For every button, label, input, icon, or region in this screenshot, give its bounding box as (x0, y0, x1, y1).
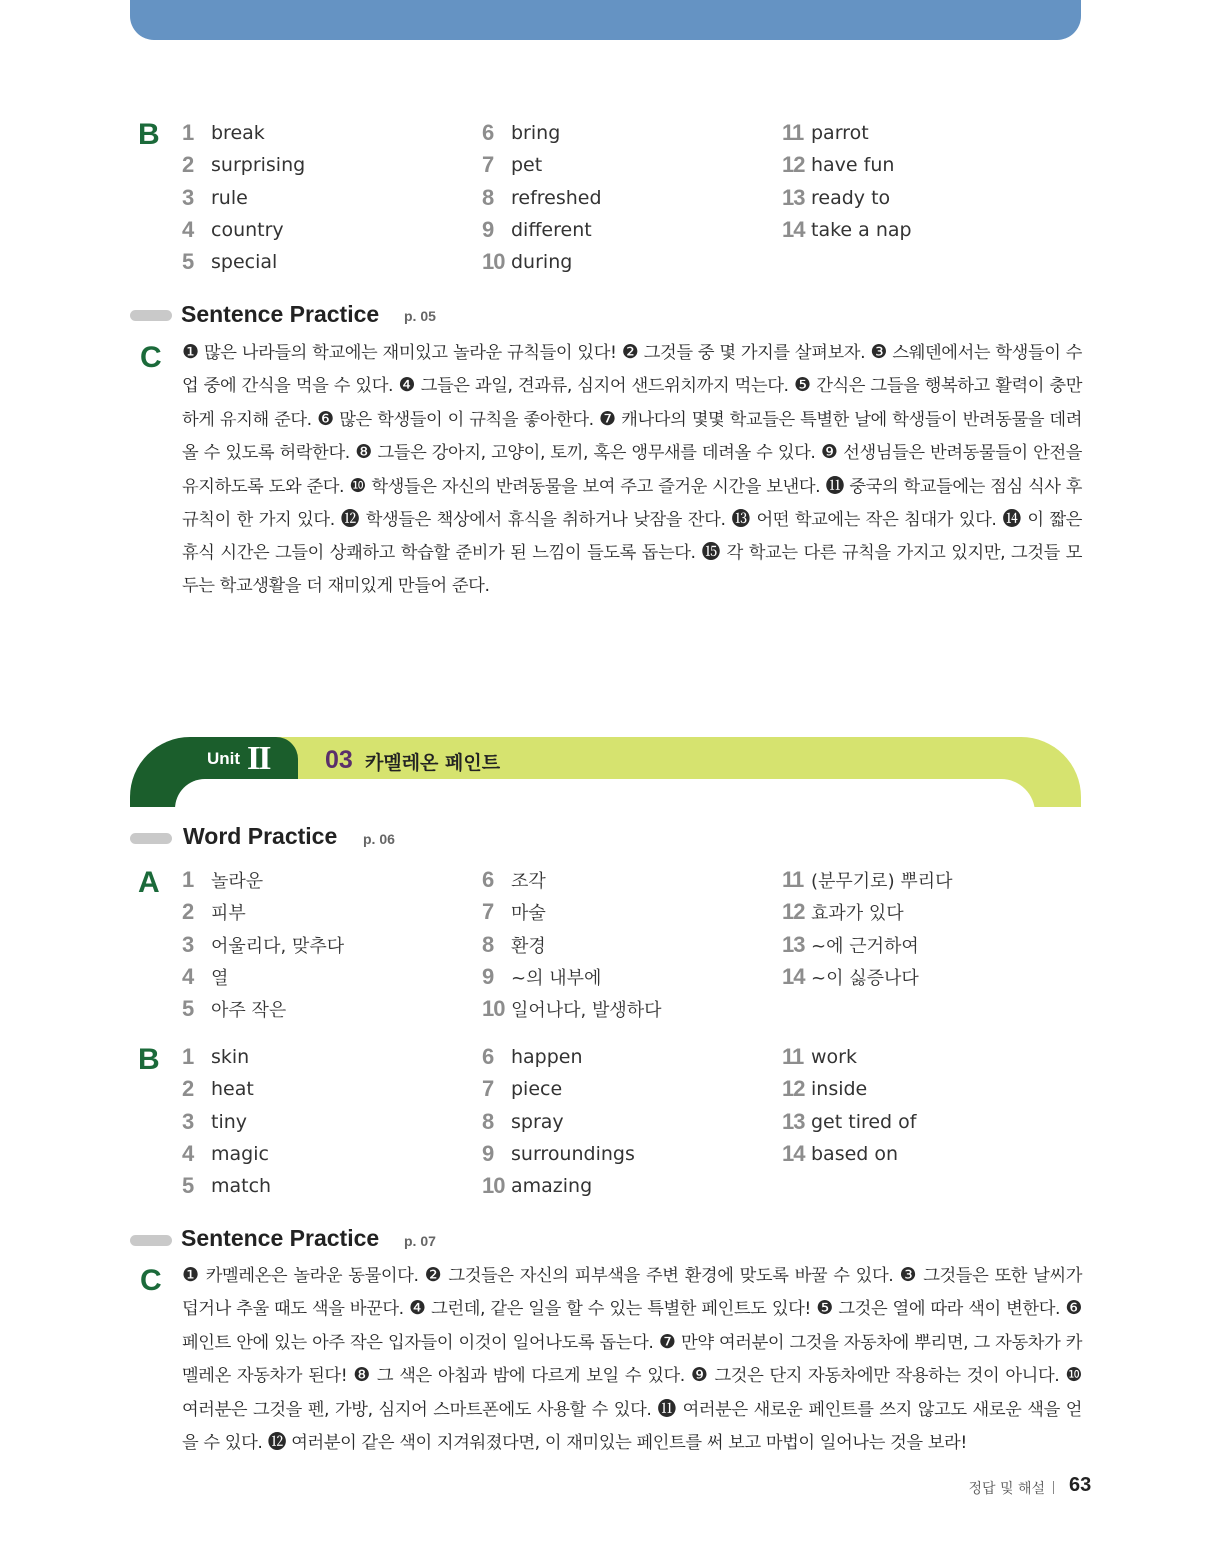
item-number: 6 (482, 867, 495, 893)
item-number: 1 (182, 867, 195, 893)
translation-paragraph (182, 1259, 1082, 1459)
item-word: refreshed (511, 186, 602, 209)
item-number: 6 (482, 1044, 495, 1070)
heading-pill (130, 310, 172, 321)
sentence-text: 스웨덴에서는 학생들이 수업 중에 간식을 먹을 수 있다. (182, 343, 1083, 397)
item-number: 2 (182, 152, 195, 178)
word-item (182, 1106, 271, 1138)
sentence-number-marker: ⓫ (825, 474, 845, 497)
word-item (782, 149, 912, 181)
sentence-text: 여러분은 그것을 펜, 가방, 심지어 스마트폰에도 사용할 수 있다. (182, 1399, 652, 1420)
item-word: work (811, 1046, 857, 1069)
item-word: happen (511, 1046, 583, 1069)
top-banner (130, 0, 1081, 40)
sentence-text: 만약 여러분이 그것을 자동차에 뿌리면, 그 자동차가 카멜레온 자동차가 된다! (182, 1332, 1082, 1387)
sentence-text: 각 학교는 다른 규칙을 가지고 있지만, 그것들 모두는 학교생활을 더 재미있게 만들어 준다. (182, 543, 1083, 596)
item-word: 열 (211, 968, 229, 990)
item-number: 7 (482, 899, 495, 925)
item-word: take a nap (811, 219, 912, 242)
word-item (182, 929, 344, 961)
item-word: 조각 (511, 871, 546, 893)
item-number: 9 (482, 217, 495, 243)
item-word: surprising (211, 154, 306, 177)
word-item (782, 1041, 916, 1073)
word-item (782, 961, 952, 993)
word-item (782, 864, 952, 896)
sentence-practice-heading: Sentence Practice (181, 1225, 380, 1251)
item-number: 11 (782, 1044, 804, 1070)
heading-pill (130, 1235, 172, 1246)
sentence-text: 어떤 학교에는 작은 침대가 있다. (756, 510, 997, 531)
item-word: ~에 근거하여 (811, 935, 919, 957)
item-number: 8 (482, 1108, 495, 1134)
sentence-number-marker: ❸ (870, 341, 888, 363)
sentence-number-marker: ❹ (398, 374, 416, 397)
sentence-number-marker: ❶ (182, 1264, 200, 1286)
sentence-number-marker: ❾ (690, 1364, 709, 1387)
sentence-number-marker: ⓮ (1002, 508, 1022, 531)
item-word: surroundings (511, 1143, 635, 1166)
item-number: 5 (182, 996, 195, 1022)
unit-label: Unit (207, 749, 241, 768)
word-item (482, 149, 602, 181)
word-item (182, 864, 344, 896)
word-practice-heading: Word Practice (183, 823, 338, 849)
item-number: 11 (782, 867, 804, 893)
sentence-number-marker: ❺ (816, 1297, 834, 1320)
word-item (182, 1041, 271, 1073)
sentence-text: 그들은 과일, 견과류, 심지어 샌드위치까지 먹는다. (420, 376, 789, 397)
word-item (782, 1106, 916, 1138)
item-word: tiny (211, 1110, 248, 1133)
item-number: 9 (482, 964, 495, 990)
sentence-text: 캐나다의 몇몇 학교들은 특별한 날에 학생들이 반려동물을 데려올 수 있도록 허락한다. (182, 409, 1083, 464)
lesson-title: 카멜레온 페인트 (365, 752, 501, 774)
word-item (182, 149, 305, 181)
word-column (182, 117, 305, 278)
item-word: based on (811, 1143, 899, 1166)
word-column (782, 117, 912, 246)
sentence-number-marker: ❷ (424, 1264, 443, 1286)
word-column (182, 864, 344, 1025)
sentence-number-marker: ❼ (658, 1330, 676, 1353)
word-item (482, 246, 602, 278)
sentence-text: 페인트 안에 있는 아주 작은 입자들이 이것이 일어나도록 돕는다. (182, 1332, 654, 1353)
item-word: bring (511, 122, 561, 145)
item-number: 8 (482, 931, 495, 957)
word-item (782, 1073, 916, 1105)
item-word: parrot (811, 122, 869, 145)
word-column (482, 864, 662, 1025)
word-item (482, 961, 662, 993)
sentence-number-marker: ⓫ (657, 1397, 677, 1420)
section-letter-b: B (138, 1043, 160, 1076)
item-number: 12 (782, 152, 805, 178)
item-word: 환경 (511, 935, 546, 957)
item-word: match (211, 1175, 272, 1198)
sentence-text: 그 색은 아침과 밤에 다르게 보일 수 있다. (376, 1366, 685, 1387)
word-item (482, 214, 602, 246)
item-word: 효과가 있다 (811, 903, 904, 925)
item-word: during (511, 251, 573, 274)
sentence-number-marker: ❼ (599, 407, 616, 430)
sentence-text: 그것들 중 몇 가지를 살펴보자. (643, 343, 866, 363)
item-number: 2 (182, 1076, 195, 1102)
item-number: 5 (182, 249, 195, 275)
item-word: 피부 (211, 903, 246, 925)
sentence-number-marker: ❿ (349, 474, 367, 497)
lesson-number: 03 (325, 746, 353, 774)
item-number: 4 (182, 217, 195, 243)
item-number: 11 (782, 120, 804, 146)
item-number: 2 (182, 899, 195, 925)
item-number: 8 (482, 184, 495, 210)
item-word: break (211, 122, 265, 145)
item-number: 4 (182, 964, 195, 990)
sentence-number-marker: ❶ (182, 341, 199, 363)
word-item (482, 182, 602, 214)
word-item (182, 1073, 271, 1105)
item-number: 7 (482, 152, 495, 178)
item-number: 13 (782, 931, 805, 957)
sentence-text: 많은 나라들의 학교에는 재미있고 놀라운 규칙들이 있다! (203, 343, 617, 363)
sentence-text: 여러분은 새로운 페인트를 쓰지 않고도 새로운 색을 얻을 수 있다. (182, 1399, 1083, 1454)
item-number: 3 (182, 1108, 195, 1134)
item-word: heat (211, 1078, 254, 1101)
item-number: 14 (782, 217, 805, 243)
item-word: have fun (811, 154, 895, 177)
word-item (782, 1138, 916, 1170)
word-item (482, 1138, 635, 1170)
item-word: ~이 싫증나다 (811, 968, 919, 990)
sentence-number-marker: ❽ (355, 441, 373, 464)
word-item (482, 929, 662, 961)
item-word: pet (511, 154, 543, 177)
word-item (182, 117, 305, 149)
word-column (782, 1041, 916, 1170)
sentence-text: 그것들은 또한 날씨가 덥거나 추울 때도 색을 바꾼다. (182, 1266, 1083, 1320)
word-item (482, 1106, 635, 1138)
page-reference: p. 07 (404, 1233, 436, 1249)
word-item (482, 1073, 635, 1105)
sentence-number-marker: ❹ (409, 1297, 426, 1320)
word-item (782, 896, 952, 928)
sentence-number-marker: ❺ (793, 374, 811, 397)
item-word: special (211, 251, 278, 274)
item-number: 5 (182, 1173, 195, 1199)
heading-pill (130, 833, 172, 844)
item-number: 13 (782, 184, 805, 210)
item-word: piece (511, 1078, 563, 1101)
section-letter-c: C (140, 341, 162, 374)
sentence-number-marker: ⓯ (701, 541, 721, 564)
item-number: 10 (482, 249, 505, 275)
sentence-text: 그들은 강아지, 고양이, 토끼, 혹은 앵무새를 데려올 수 있다. (377, 443, 816, 464)
word-item (182, 1138, 271, 1170)
item-word: skin (211, 1046, 250, 1069)
word-column (482, 1041, 635, 1202)
word-item (182, 993, 344, 1025)
sentence-number-marker: ❻ (1065, 1297, 1083, 1320)
word-item (782, 182, 912, 214)
sentence-text: 이 짧은 휴식 시간은 그들이 상쾌하고 학습할 준비가 된 느낌이 들도록 돕는다. (182, 510, 1083, 564)
item-word: country (211, 219, 284, 242)
item-word: different (511, 219, 592, 242)
sentence-text: 많은 학생들이 이 규칙을 좋아한다. (339, 409, 594, 430)
sentence-number-marker: ⓬ (267, 1431, 287, 1454)
word-item (182, 961, 344, 993)
word-item (182, 896, 344, 928)
section-letter-c: C (140, 1264, 162, 1297)
sentence-text: 학생들은 자신의 반려동물을 보여 주고 즐거운 시간을 보낸다. (371, 476, 821, 497)
translation-paragraph (182, 336, 1082, 602)
page-number: 63 (1069, 1474, 1092, 1496)
word-item (782, 214, 912, 246)
word-column (782, 864, 952, 993)
word-item (182, 214, 305, 246)
sentence-text: 그것은 단지 자동차에만 작용하는 것이 아니다. (714, 1366, 1060, 1387)
section-letter-b: B (138, 118, 160, 151)
sentence-text: 그것은 열에 따라 색이 변한다. (838, 1299, 1061, 1320)
item-number: 7 (482, 1076, 495, 1102)
item-word: 마술 (511, 903, 546, 925)
item-number: 3 (182, 184, 195, 210)
sentence-number-marker: ❻ (317, 407, 334, 430)
word-item (482, 864, 662, 896)
item-number: 10 (482, 996, 505, 1022)
word-item (782, 929, 952, 961)
sentence-text: 그것들은 자신의 피부색을 주변 환경에 맞도록 바꿀 수 있다. (448, 1266, 894, 1286)
item-word: ~의 내부에 (511, 968, 602, 990)
item-number: 13 (782, 1108, 805, 1134)
word-item (482, 1170, 635, 1202)
sentence-number-marker: ❾ (820, 441, 838, 464)
word-item (182, 246, 305, 278)
item-number: 12 (782, 1076, 805, 1102)
item-number: 6 (482, 120, 495, 146)
sentence-number-marker: ⓬ (340, 508, 360, 531)
sentence-number-marker: ❿ (1065, 1364, 1083, 1387)
sentence-text: 간식은 그들을 행복하고 활력이 충만하게 유지해 준다. (182, 376, 1083, 430)
unit-banner (130, 737, 1081, 807)
word-item (482, 993, 662, 1025)
word-item (182, 1170, 271, 1202)
item-number: 3 (182, 931, 195, 957)
footer-divider (1053, 1481, 1054, 1494)
sentence-text: 중국의 학교들에는 점심 식사 후 규칙이 한 가지 있다. (182, 476, 1083, 531)
item-word: magic (211, 1143, 269, 1166)
word-column (482, 117, 602, 278)
sentence-number-marker: ❽ (353, 1364, 371, 1387)
unit-badge-curve (175, 779, 315, 819)
sentence-number-marker: ⓭ (731, 508, 751, 531)
word-item (182, 182, 305, 214)
page-reference: p. 06 (363, 831, 395, 847)
unit-numeral: II (247, 740, 270, 777)
item-word: get tired of (811, 1110, 917, 1133)
footer-label: 정답 및 해설 (968, 1481, 1045, 1497)
sentence-text: 학생들은 책상에서 휴식을 취하거나 낮잠을 잔다. (365, 510, 726, 531)
item-number: 12 (782, 899, 805, 925)
word-column (182, 1041, 271, 1202)
word-item (482, 896, 662, 928)
item-number: 9 (482, 1141, 495, 1167)
sentence-text: 선생님들은 반려동물들이 안전을 유지하도록 도와 준다. (182, 443, 1083, 497)
item-word: ready to (811, 186, 891, 209)
sentence-practice-heading: Sentence Practice (181, 301, 380, 327)
word-item (482, 1041, 635, 1073)
item-word: spray (511, 1110, 564, 1133)
item-number: 10 (482, 1173, 505, 1199)
item-word: 어울리다, 맞추다 (211, 935, 345, 957)
item-number: 14 (782, 964, 805, 990)
item-word: 일어나다, 발생하다 (511, 1000, 662, 1022)
item-word: 아주 작은 (211, 1000, 287, 1022)
item-word: 놀라운 (211, 871, 264, 893)
item-number: 1 (182, 120, 195, 146)
page-reference: p. 05 (404, 308, 436, 324)
item-number: 14 (782, 1141, 805, 1167)
sentence-text: 여러분이 같은 색이 지겨워졌다면, 이 재미있는 페인트를 써 보고 마법이 일어나는 것을 보라! (291, 1433, 967, 1454)
word-item (782, 117, 912, 149)
section-letter-a: A (138, 866, 160, 899)
item-word: amazing (511, 1175, 593, 1198)
sentence-text: 그런데, 같은 일을 할 수 있는 특별한 페인트도 있다! (431, 1299, 811, 1320)
sentence-text: 카멜레온은 놀라운 동물이다. (205, 1266, 419, 1286)
sentence-number-marker: ❸ (899, 1264, 918, 1286)
item-number: 1 (182, 1044, 195, 1070)
word-item (482, 117, 602, 149)
sentence-number-marker: ❷ (621, 341, 639, 363)
item-word: (분무기로) 뿌리다 (811, 871, 953, 893)
item-number: 4 (182, 1141, 195, 1167)
item-word: inside (811, 1078, 868, 1101)
item-word: rule (211, 186, 248, 209)
